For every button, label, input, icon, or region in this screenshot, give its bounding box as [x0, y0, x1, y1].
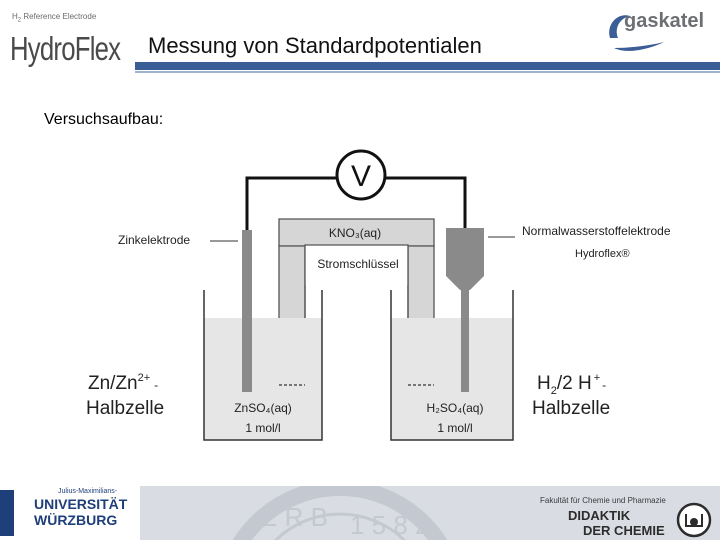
flask-icon: [672, 500, 714, 538]
svg-text:Halbzelle: Halbzelle: [532, 398, 611, 419]
bridge-label: Stromschlüssel: [317, 257, 399, 271]
hydroflex-sublabel: Hydroflex®: [575, 248, 630, 260]
university-small-text: Julius-Maximilians-: [58, 488, 118, 495]
bridge-formula: KNO₃(aq): [328, 226, 382, 240]
right-solution-label: H₂SO₄(aq): [426, 401, 484, 415]
section-label: Versuchsaufbau:: [44, 111, 164, 128]
zinkelektrode-label: Zinkelektrode: [118, 233, 191, 247]
right-halfcell-name: [532, 372, 610, 419]
svg-text:E R B: E R B: [260, 502, 328, 532]
header-rule: [135, 62, 720, 70]
voltmeter: [337, 151, 385, 199]
right-electrode-label: [488, 224, 671, 260]
left-electrode-label: [118, 233, 238, 247]
university-name-line1: UNIVERSITÄT: [34, 496, 128, 512]
galvanic-cell-diagram: [0, 140, 720, 450]
left-concentration-label: 1 mol/l: [245, 421, 281, 435]
svg-text:H2/2 H+-: $H_2/2$ H + $_-$: [537, 372, 607, 397]
slide-header: [0, 0, 720, 82]
header-rule-light: [135, 71, 720, 73]
voltmeter-symbol: V: [350, 160, 372, 193]
svg-text:1 5 8 2: 1 5 8 2: [350, 510, 430, 540]
left-solution-label: ZnSO₄(aq): [234, 401, 292, 415]
gaskatel-logo: [604, 8, 714, 56]
hydroflex-logo: HydroFlex: [10, 30, 121, 67]
university-logo-bar: [0, 490, 14, 536]
didaktik-line1: DIDAKTIK: [568, 508, 631, 523]
left-halfcell-name: [86, 372, 164, 419]
gaskatel-wordmark: gaskatel: [624, 10, 705, 32]
zinc-electrode: [242, 230, 252, 392]
svg-text:Halbzelle: Halbzelle: [86, 398, 165, 419]
university-seal-watermark: [150, 486, 530, 540]
svg-text:Zn/Zn2+-: $Zn/Zn^{2+}$ $_-$: [88, 372, 159, 394]
faculty-label: Fakultät für Chemie und Pharmazie: [540, 496, 666, 505]
didaktik-line2: DER CHEMIE: [583, 523, 665, 538]
slide-title: Messung von Standardpotentialen: [148, 33, 482, 58]
nwe-label: Normalwasserstoffelektrode: [522, 224, 671, 238]
right-concentration-label: 1 mol/l: [437, 421, 473, 435]
university-name-line2: WÜRZBURG: [34, 512, 118, 528]
header-subtitle: $H_2$ Reference Electrode: [12, 12, 97, 24]
